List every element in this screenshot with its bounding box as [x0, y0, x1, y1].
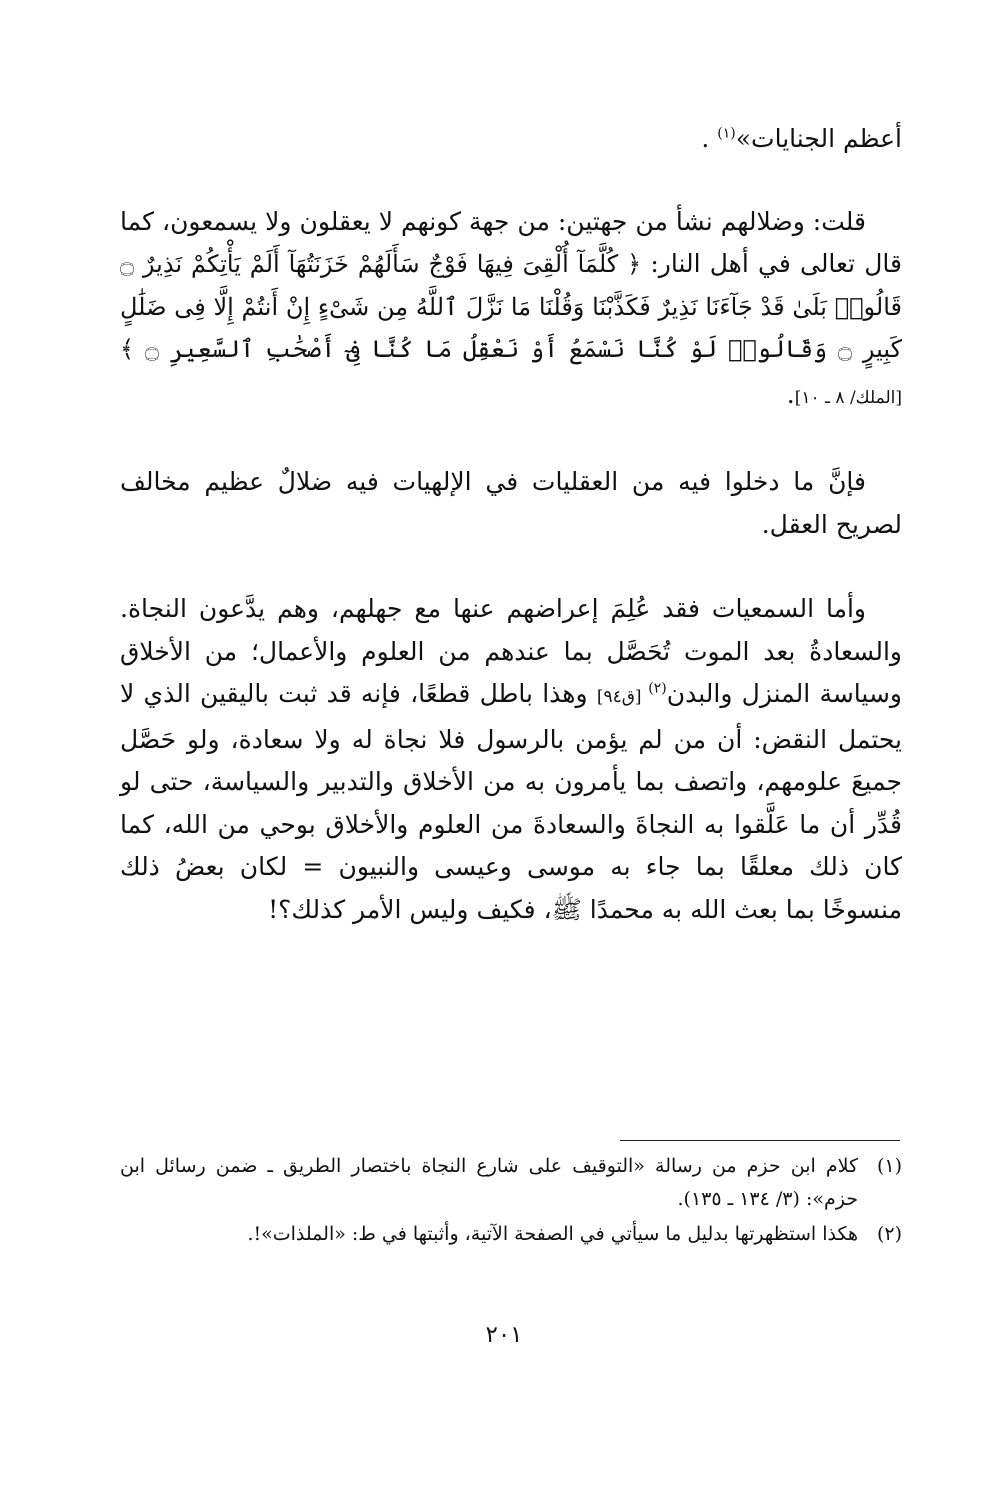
- paragraph-1-text: أعظم الجنايات»: [735, 124, 902, 153]
- footnote-1: [120, 1150, 902, 1216]
- paragraph-4: [120, 588, 902, 931]
- footnote-separator: [620, 1140, 900, 1141]
- footnote-1-text: كلام ابن حزم من رسالة «التوقيف على شارع النجاة باختصار الطريق ـ ضمن رسائل ابن حزم»: (٣/ ١٣٤ ـ ١٣٥).: [120, 1155, 858, 1210]
- paragraph-2-end: .: [786, 379, 795, 409]
- page-number: ٢٠١: [485, 1322, 523, 1348]
- verse-reference: [الملك/ ٨ ـ ١٠]: [794, 387, 902, 408]
- footnotes: [120, 1150, 902, 1253]
- paragraph-2-text: قلت: وضلالهم نشأ من جهتين: من جهة كونهم لا يعقلون ولا يسمعون، كما قال تعالى في أهل النار:: [120, 206, 902, 278]
- footnote-2: [120, 1218, 902, 1251]
- paragraph-4-text-b: وهذا باطل قطعًا، فإنه قد ثبت باليقين الذي لا يحتمل النقض: أن من لم يؤمن بالرسول فلا نجاة له ولا سعادة، ولو حَصَّل جميعَ علومهم، واتصف بما يأمرون به من الأخلاق والتدبير والسياسة، حتى لو قُدِّر أن ما عَلَّقوا به النجاةَ والسعادةَ من العلوم والأخلاق بوحي من الله، كما كان ذلك معلقًا بما جاء به موسى وعيسى والنبيون = لكان بعضُ ذلك منسوخًا بما بعث الله به محمدًا ﷺ، فكيف وليس الأمر كذلك؟!: [120, 679, 902, 924]
- paragraph-4-text-a: وأما السمعيات فقد عُلِمَ إعراضهم عنها مع جهلهم، وهم يدَّعون النجاة. والسعادةُ بعد الموت تُحَصَّل بما عندهم من العلوم والأعمال؛ من الأخلاق وسياسة المنزل والبدن: [120, 594, 902, 708]
- paragraph-2: [120, 201, 902, 420]
- manuscript-folio-reference: [ق٩٤]: [596, 687, 649, 707]
- footnote-marker-1[interactable]: (١): [717, 125, 736, 142]
- paragraph-1-end: .: [701, 124, 718, 153]
- paragraph-3-text: فإنَّ ما دخلوا فيه من العقليات في الإلهيات فيه ضلالٌ عظيم مخالف لصريح العقل.: [120, 467, 902, 539]
- paragraph-3: [120, 461, 902, 546]
- footnote-2-text: هكذا استظهرتها بدليل ما سيأتي في الصفحة الآتية، وأثبتها في ط: «الملذات»!.: [247, 1223, 858, 1245]
- footnote-marker-2[interactable]: (٢): [648, 680, 667, 697]
- main-text: [120, 118, 902, 931]
- paragraph-1: [120, 118, 902, 161]
- footnote-2-number: (٢): [876, 1223, 902, 1245]
- footnote-1-number: (١): [876, 1155, 902, 1177]
- quran-verse: ﴿ كُلَّمَآ أُلْقِىَ فِيهَا فَوْجٌ سَأَلَهُمْ خَزَنَتُهَآ أَلَمْ يَأْتِكُمْ نَذِيرٌ ۝ قَالُوا۟ بَلَىٰ قَدْ جَآءَنَا نَذِيرٌ فَكَذَّبْنَا وَقُلْنَا مَا نَزَّلَ ٱللَّهُ مِن شَىْءٍ إِنْ أَنتُمْ إِلَّا فِى ضَلَٰلٍ كَبِيرٍ ۝ وَقَالُوا۟ لَوْ كُنَّا نَسْمَعُ أَوْ نَعْقِلُ مَا كُنَّا فِىٓ أَصْحَٰبِ ٱلسَّعِيرِ ۝ ﴾: [120, 250, 902, 363]
